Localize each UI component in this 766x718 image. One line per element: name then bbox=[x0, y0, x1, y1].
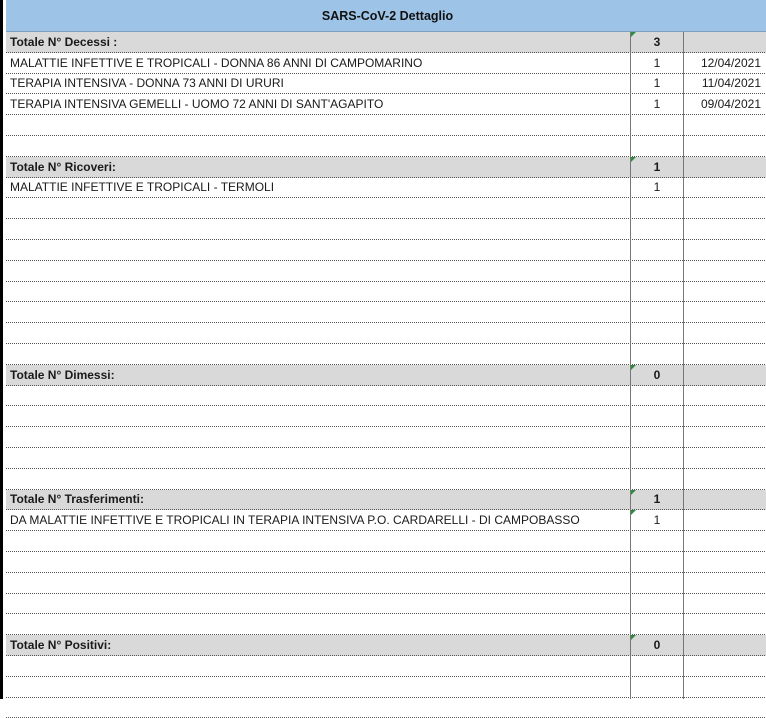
row-count[interactable]: 1 bbox=[630, 94, 684, 114]
empty-row bbox=[6, 427, 766, 448]
empty-row bbox=[6, 261, 766, 282]
row-description[interactable]: MALATTIE INFETTIVE E TROPICALI - TERMOLI bbox=[10, 178, 625, 198]
empty-row bbox=[6, 302, 766, 323]
empty-row bbox=[6, 531, 766, 552]
section-total-row bbox=[6, 635, 766, 656]
table-row bbox=[6, 74, 766, 95]
table-rows bbox=[6, 32, 766, 718]
section-label[interactable]: Totale N° Decessi : bbox=[10, 32, 625, 52]
row-description[interactable]: MALATTIE INFETTIVE E TROPICALI - DONNA 86 ANNI DI CAMPOMARINO bbox=[10, 53, 625, 73]
section-total-row bbox=[6, 32, 766, 53]
section-label[interactable]: Totale N° Dimessi: bbox=[10, 365, 625, 385]
section-total-row bbox=[6, 157, 766, 178]
section-total[interactable]: 1 bbox=[630, 157, 684, 177]
section-label[interactable]: Totale N° Positivi: bbox=[10, 635, 625, 655]
section-label[interactable]: Totale N° Trasferimenti: bbox=[10, 490, 625, 510]
empty-row bbox=[6, 219, 766, 240]
table-row bbox=[6, 94, 766, 115]
empty-row bbox=[6, 386, 766, 407]
empty-row bbox=[6, 136, 766, 157]
table-row bbox=[6, 178, 766, 199]
empty-row bbox=[6, 552, 766, 573]
empty-row bbox=[6, 198, 766, 219]
empty-row bbox=[6, 323, 766, 344]
empty-row bbox=[6, 469, 766, 490]
section-label[interactable]: Totale N° Ricoveri: bbox=[10, 157, 625, 177]
section-total[interactable]: 0 bbox=[630, 365, 684, 385]
empty-row bbox=[6, 448, 766, 469]
empty-row bbox=[6, 406, 766, 427]
sheet-title: SARS-CoV-2 Dettaglio bbox=[6, 0, 766, 32]
column-divider-date bbox=[683, 32, 684, 699]
row-date[interactable]: 11/04/2021 bbox=[684, 74, 766, 94]
row-date[interactable]: 12/04/2021 bbox=[684, 53, 766, 73]
section-total[interactable]: 3 bbox=[630, 32, 684, 52]
empty-row bbox=[6, 594, 766, 615]
table-row bbox=[6, 53, 766, 74]
section-total[interactable]: 0 bbox=[630, 635, 684, 655]
empty-row bbox=[6, 573, 766, 594]
row-count[interactable]: 1 bbox=[630, 74, 684, 94]
section-total-row bbox=[6, 365, 766, 386]
empty-row bbox=[6, 115, 766, 136]
empty-row bbox=[6, 344, 766, 365]
table-row bbox=[6, 510, 766, 531]
row-description[interactable]: DA MALATTIE INFETTIVE E TROPICALI IN TERAPIA INTENSIVA P.O. CARDARELLI - DI CAMPOBASSO bbox=[10, 510, 625, 530]
row-description[interactable]: TERAPIA INTENSIVA - DONNA 73 ANNI DI URURI bbox=[10, 74, 625, 94]
empty-row bbox=[6, 282, 766, 303]
row-count[interactable]: 1 bbox=[630, 53, 684, 73]
empty-row bbox=[6, 698, 766, 718]
section-total-row bbox=[6, 490, 766, 511]
empty-row bbox=[6, 240, 766, 261]
empty-row bbox=[6, 656, 766, 677]
column-divider-count bbox=[630, 32, 631, 699]
row-count[interactable]: 1 bbox=[630, 510, 684, 530]
row-date[interactable]: 09/04/2021 bbox=[684, 94, 766, 114]
row-description[interactable]: TERAPIA INTENSIVA GEMELLI - UOMO 72 ANNI DI SANT'AGAPITO bbox=[10, 94, 625, 114]
empty-row bbox=[6, 614, 766, 635]
section-total[interactable]: 1 bbox=[630, 490, 684, 510]
row-count[interactable]: 1 bbox=[630, 178, 684, 198]
empty-row bbox=[6, 677, 766, 698]
